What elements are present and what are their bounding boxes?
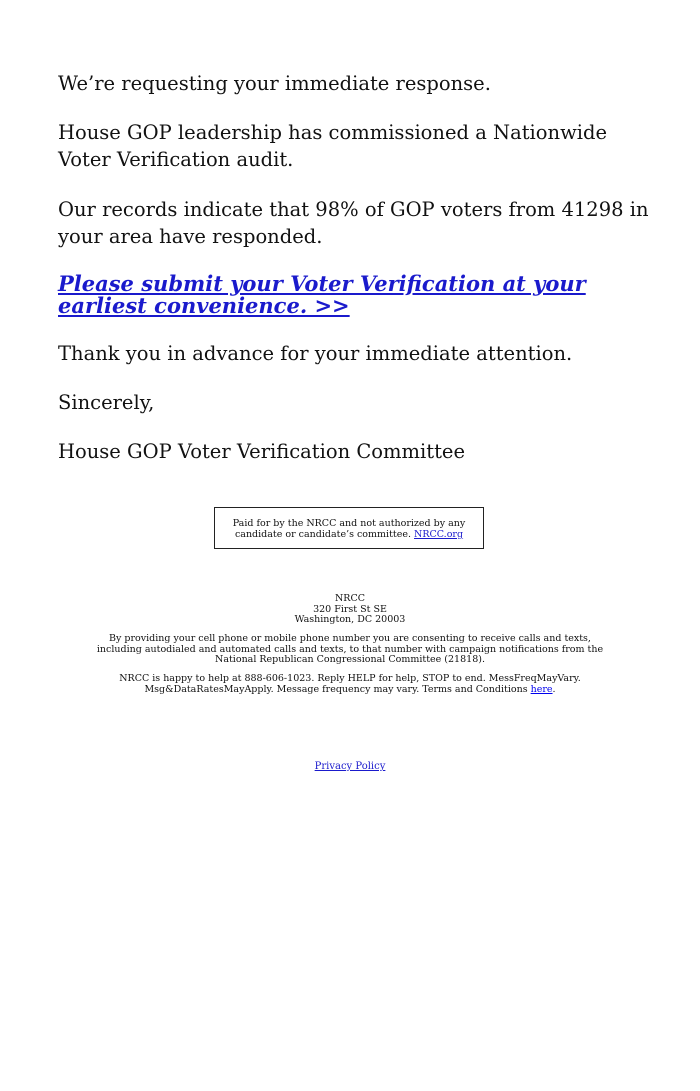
consent-notice: By providing your cell phone or mobile phone number you are consenting to receive calls and texts, including autodialed and automated calls and texts, to that number with campaign notifications from the National Republican Congressional Committee (21818). xyxy=(96,633,604,665)
paid-for-disclaimer xyxy=(214,507,484,549)
paragraph-records: Our records indicate that 98% of GOP voters from 41298 in your area have responded. xyxy=(58,198,649,248)
mailing-address xyxy=(0,594,700,626)
nrcc-org-link[interactable]: NRCC.org xyxy=(414,529,464,540)
city-state-zip: Washington, DC 20003 xyxy=(294,614,406,625)
privacy-footer xyxy=(0,761,700,773)
signature: House GOP Voter Verification Committee xyxy=(58,440,466,463)
help-text: NRCC is happy to help at 888-606-1023. Reply HELP for help, STOP to end. MessFreqMayVary. Msg&DataRatesMayApply. Message frequency may vary. Terms and Conditions xyxy=(119,673,581,695)
street-address: 320 First St SE xyxy=(313,603,387,615)
paragraph-thank-you: Thank you in advance for your immediate attention. xyxy=(58,342,573,365)
closing: Sincerely, xyxy=(58,391,155,414)
help-period: . xyxy=(552,683,556,695)
paragraph-immediate-response: We’re requesting your immediate response. xyxy=(58,72,491,95)
paragraph-audit: House GOP leadership has commissioned a Nationwide Voter Verification audit. xyxy=(58,121,608,171)
terms-link[interactable]: here xyxy=(530,683,553,695)
privacy-policy-link[interactable]: Privacy Policy xyxy=(314,761,386,772)
disclaimer-text: Paid for by the NRCC and not authorized by any candidate or candidate’s committee. xyxy=(232,518,466,540)
org-name: NRCC xyxy=(334,593,365,604)
voter-verification-link[interactable]: Please submit your Voter Verification at your earliest convenience. >> xyxy=(58,271,586,318)
email-body xyxy=(58,70,658,465)
help-notice xyxy=(95,674,605,695)
